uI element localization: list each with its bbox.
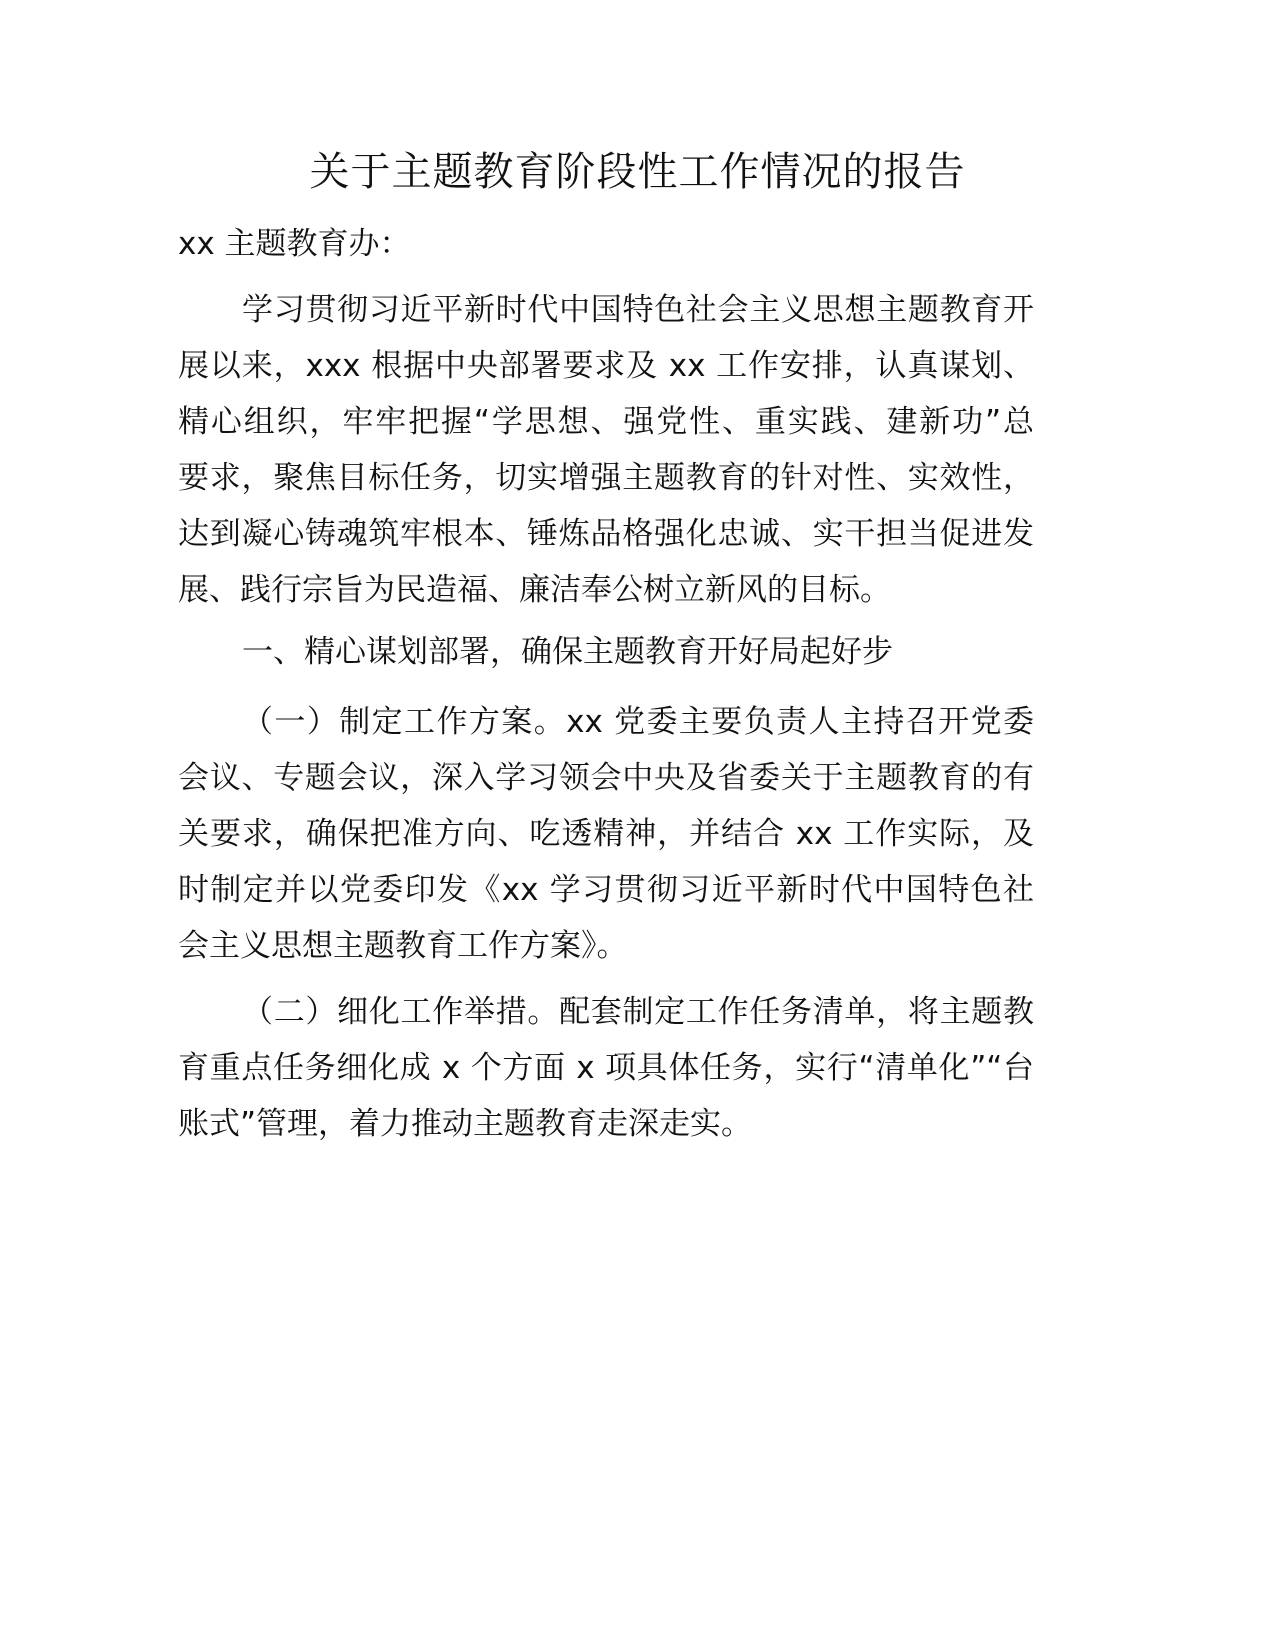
paragraph-intro <box>178 282 1034 618</box>
text-line: （一）制定工作方案。xx 党委主要负责人主持召开党委 <box>242 704 1034 740</box>
text-line: 账式”管理，着力推动主题教育走深走实。 <box>178 1106 753 1142</box>
text-line: 展以来，xxx 根据中央部署要求及 xx 工作安排，认真谋划、 <box>178 348 1034 384</box>
text-line: 时制定并以党委印发《xx 学习贯彻习近平新时代中国特色社 <box>178 872 1034 908</box>
text-line: 会议、专题会议，深入学习领会中央及省委关于主题教育的有 <box>178 760 1034 796</box>
paragraph-subsection-2 <box>178 984 1034 1152</box>
section-heading-1 <box>178 624 1034 680</box>
document-title: 关于主题教育阶段性工作情况的报告 <box>309 149 966 195</box>
text-line: （二）细化工作举措。配套制定工作任务清单，将主题教 <box>242 994 1034 1030</box>
text-line: 精心组织，牢牢把握“学思想、强党性、重实践、建新功”总 <box>178 404 1034 440</box>
text-line: 学习贯彻习近平新时代中国特色社会主义思想主题教育开 <box>242 292 1034 328</box>
text-line: 会主义思想主题教育工作方案》。 <box>178 928 628 964</box>
text-line: 要求，聚焦目标任务，切实增强主题教育的针对性、实效性， <box>178 460 1034 496</box>
paragraph-subsection-1 <box>178 694 1034 974</box>
text-line: 育重点任务细化成 x 个方面 x 项具体任务，实行“清单化”“台 <box>178 1050 1034 1086</box>
text-line: 关要求，确保把准方向、吃透精神，并结合 xx 工作实际，及 <box>178 816 1034 852</box>
text-line: 一、精心谋划部署，确保主题教育开好局起好步 <box>242 634 893 670</box>
greeting: xx 主题教育办： <box>178 226 411 262</box>
text-line: 达到凝心铸魂筑牢根本、锤炼品格强化忠诚、实干担当促进发 <box>178 516 1034 552</box>
text-line: 展、践行宗旨为民造福、廉洁奉公树立新风的目标。 <box>178 572 891 608</box>
